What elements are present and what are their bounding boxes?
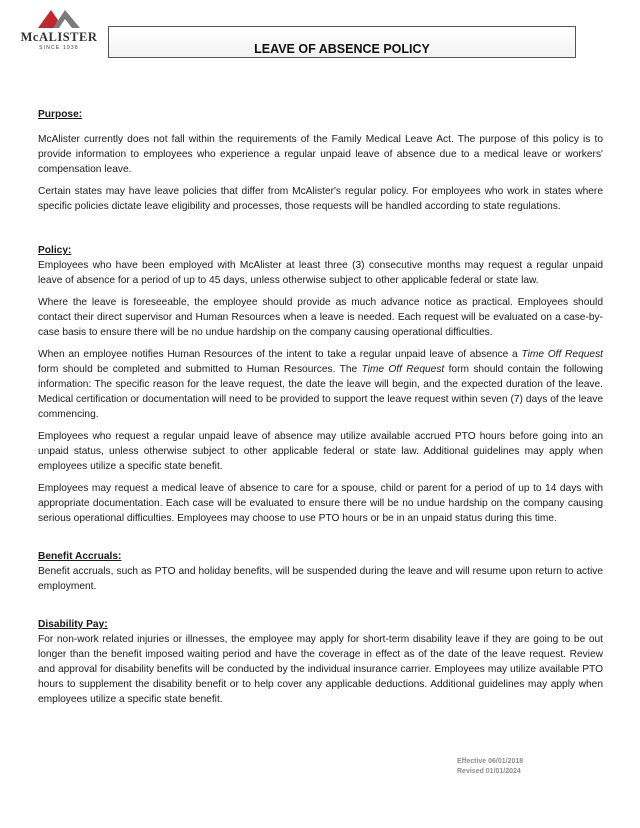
purpose-paragraph-1: McAlister currently does not fall within the requirements of the Family Medical Leave Act. The purpose of this policy is to provide information to employees who experience a regular unpaid leave of absence due to a medical leave or workers' compensation leave. [38, 134, 603, 175]
purpose-section [38, 107, 603, 214]
effective-date: Effective 06/01/2018 [457, 758, 524, 765]
logo-brand-text: McALISTER [20, 30, 98, 44]
revised-date: Revised 01/01/2024 [457, 768, 521, 775]
time-off-request-form-name: Time Off Request [521, 349, 603, 360]
policy-p3-text-b: form should be completed and submitted to Human Resources. The [38, 364, 362, 375]
benefit-accruals-heading: Benefit Accruals: [38, 551, 122, 562]
policy-paragraph-3 [38, 347, 603, 422]
logo-since-text: SINCE 1938 [39, 45, 79, 51]
policy-heading: Policy: [38, 245, 72, 256]
revision-footer [457, 757, 523, 777]
policy-p3-text-a: When an employee notifies Human Resources of the intent to take a regular unpaid leave of absence a [38, 349, 522, 360]
time-off-request-form-name: Time Off Request [361, 364, 445, 375]
document-body [38, 107, 603, 714]
policy-paragraph-2: Where the leave is foreseeable, the employee should provide as much advance notice as practical. Employees should contact their direct supervisor and Human Resources when a leave is needed. Each request will be evaluated on a case-by-case basis to ensure there will be no undue hardship on the company causing operational difficulties. [38, 297, 603, 338]
disability-pay-heading: Disability Pay: [38, 619, 108, 630]
company-logo [18, 8, 100, 50]
policy-paragraph-1: Employees who have been employed with McAlister at least three (3) consecutive months may request a regular unpaid leave of absence for a period of up to 45 days, unless otherwise subject to other applicable federal or state law. [38, 260, 603, 286]
disability-pay-section [38, 617, 603, 707]
benefit-accruals-paragraph: Benefit accruals, such as PTO and holiday benefits, will be suspended during the leave and will resume upon return to active employment. [38, 566, 603, 592]
disability-pay-paragraph: For non-work related injuries or illnesses, the employee may apply for short-term disability leave if they are going to be out longer than the benefit imposed waiting period and have the coverage in effect as of the date of the leave request. Review and approval for disability benefits will be conducted by the individual insurance carrier. Employees may utilize available PTO hours to supplement the disability benefit or to help cover any applicable deductions. Additional guidelines may apply when employees utilize a specific state benefit. [38, 634, 603, 705]
policy-paragraph-4: Employees who request a regular unpaid leave of absence may utilize available accrued PTO hours before going into an unpaid status, unless otherwise subject to other applicable federal or state law. Additional guidelines may apply when employees utilize a specific state benefit. [38, 431, 603, 472]
logo-mark-icon [38, 8, 80, 28]
policy-section [38, 243, 603, 526]
policy-paragraph-5: Employees may request a medical leave of absence to care for a spouse, child or parent for a period of up to 14 days with appropriate documentation. Each case will be evaluated to ensure there will be no undue hardship on the company causing serious operational difficulties. Employees may choose to use PTO hours or be in an unpaid status during this time. [38, 483, 603, 524]
purpose-heading: Purpose: [38, 109, 83, 120]
purpose-paragraph-2: Certain states may have leave policies that differ from McAlister's regular policy. For employees who work in states where specific policies dictate leave eligibility and processes, those requests will be handled according to state regulations. [38, 186, 603, 212]
benefit-accruals-section [38, 549, 603, 594]
policy-p3-text-c: form should contain the following information: The specific reason for the leave request, the date the leave will begin, and the expected duration of the leave. Medical certification or documentation will need to be provided to support the leave request within seven (7) days of the leave commencing. [38, 364, 603, 420]
page-title: LEAVE OF ABSENCE POLICY [254, 42, 430, 56]
title-banner [108, 26, 576, 58]
